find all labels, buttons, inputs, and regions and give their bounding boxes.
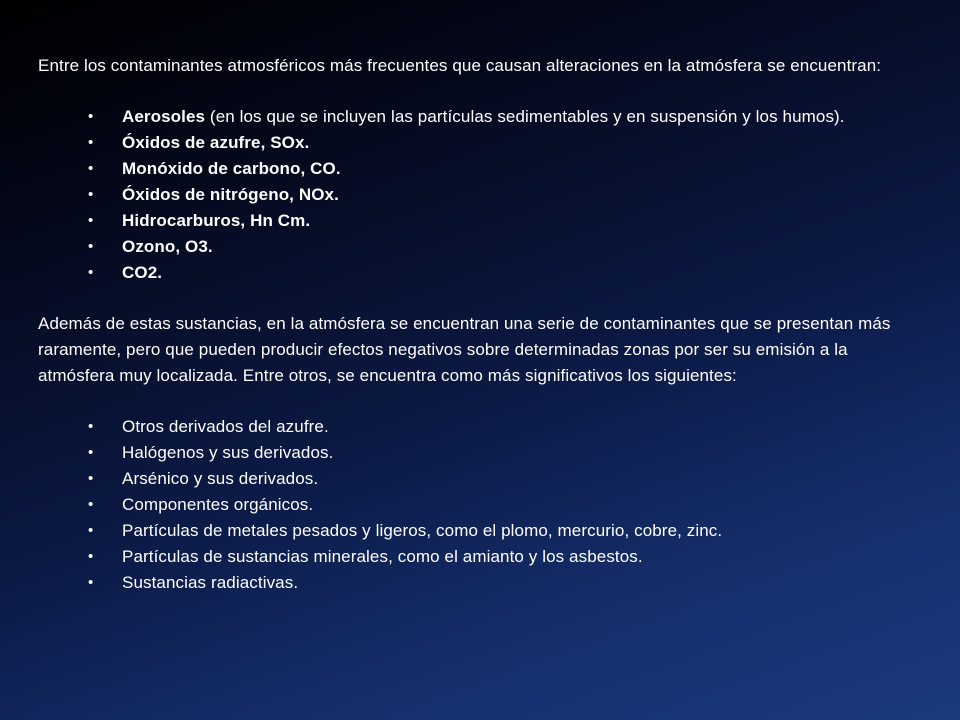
pollutant-name: Aerosoles (122, 107, 206, 126)
intro-paragraph: Entre los contaminantes atmosféricos más frecuentes que causan alteraciones en la atmósfera se encuentran: (38, 56, 882, 75)
bullet-icon: • (88, 212, 94, 229)
secondary-item-text: Sustancias radiactivas. (122, 573, 299, 592)
bullet-icon: • (88, 134, 94, 151)
pollutant-name: Monóxido de carbono, CO. (122, 159, 341, 178)
secondary-item-text: Otros derivados del azufre. (122, 417, 329, 436)
bullet-icon: • (88, 470, 94, 487)
bullet-icon: • (88, 238, 94, 255)
secondary-item-text: Arsénico y sus derivados. (122, 469, 319, 488)
secondary-pollutant-list (38, 414, 918, 596)
pollutant-item-aerosoles (38, 104, 918, 130)
pollutant-item-sox (38, 130, 918, 156)
secondary-item-text: Partículas de metales pesados y ligeros, como el plomo, mercurio, cobre, zinc. (122, 521, 723, 540)
spacer (38, 286, 918, 311)
secondary-item (38, 466, 918, 492)
pollutant-item-hidrocarburos (38, 208, 918, 234)
bullet-icon: • (88, 496, 94, 513)
bullet-icon: • (88, 522, 94, 539)
pollutant-name: CO2. (122, 263, 163, 282)
bullet-icon: • (88, 548, 94, 565)
pollutant-item-co (38, 156, 918, 182)
secondary-item (38, 414, 918, 440)
secondary-item-text: Partículas de sustancias minerales, como el amianto y los asbestos. (122, 547, 643, 566)
pollutant-name: Hidrocarburos, Hn Cm. (122, 211, 311, 230)
spacer (38, 79, 918, 104)
secondary-item-text: Componentes orgánicos. (122, 495, 314, 514)
pollutant-name: Óxidos de azufre, SOx. (122, 133, 310, 152)
bullet-icon: • (88, 186, 94, 203)
pollutant-item-co2 (38, 260, 918, 286)
secondary-item (38, 570, 918, 596)
pollutant-item-nox (38, 182, 918, 208)
secondary-item (38, 492, 918, 518)
secondary-item (38, 544, 918, 570)
secondary-item (38, 440, 918, 466)
pollutant-item-ozono (38, 234, 918, 260)
secondary-item-text: Halógenos y sus derivados. (122, 443, 334, 462)
pollutant-name: Ozono, O3. (122, 237, 213, 256)
spacer (38, 389, 918, 414)
pollutant-name: Óxidos de nitrógeno, NOx. (122, 185, 339, 204)
slide-content (38, 53, 918, 596)
pollutant-list (38, 104, 918, 286)
bullet-icon: • (88, 444, 94, 461)
bullet-icon: • (88, 418, 94, 435)
bullet-icon: • (88, 160, 94, 177)
bullet-icon: • (88, 108, 94, 125)
second-paragraph: Además de estas sustancias, en la atmósfera se encuentran una serie de contaminantes que se presentan más raramente, pero que pueden producir efectos negativos sobre determinadas zonas por ser su emisión a la atmósfera muy localizada. Entre otros, se encuentra como más significativos los siguientes: (38, 314, 891, 385)
secondary-item (38, 518, 918, 544)
pollutant-description: (en los que se incluyen las partículas sedimentables y en suspensión y los humos). (205, 107, 845, 126)
bullet-icon: • (88, 574, 94, 591)
bullet-icon: • (88, 264, 94, 281)
